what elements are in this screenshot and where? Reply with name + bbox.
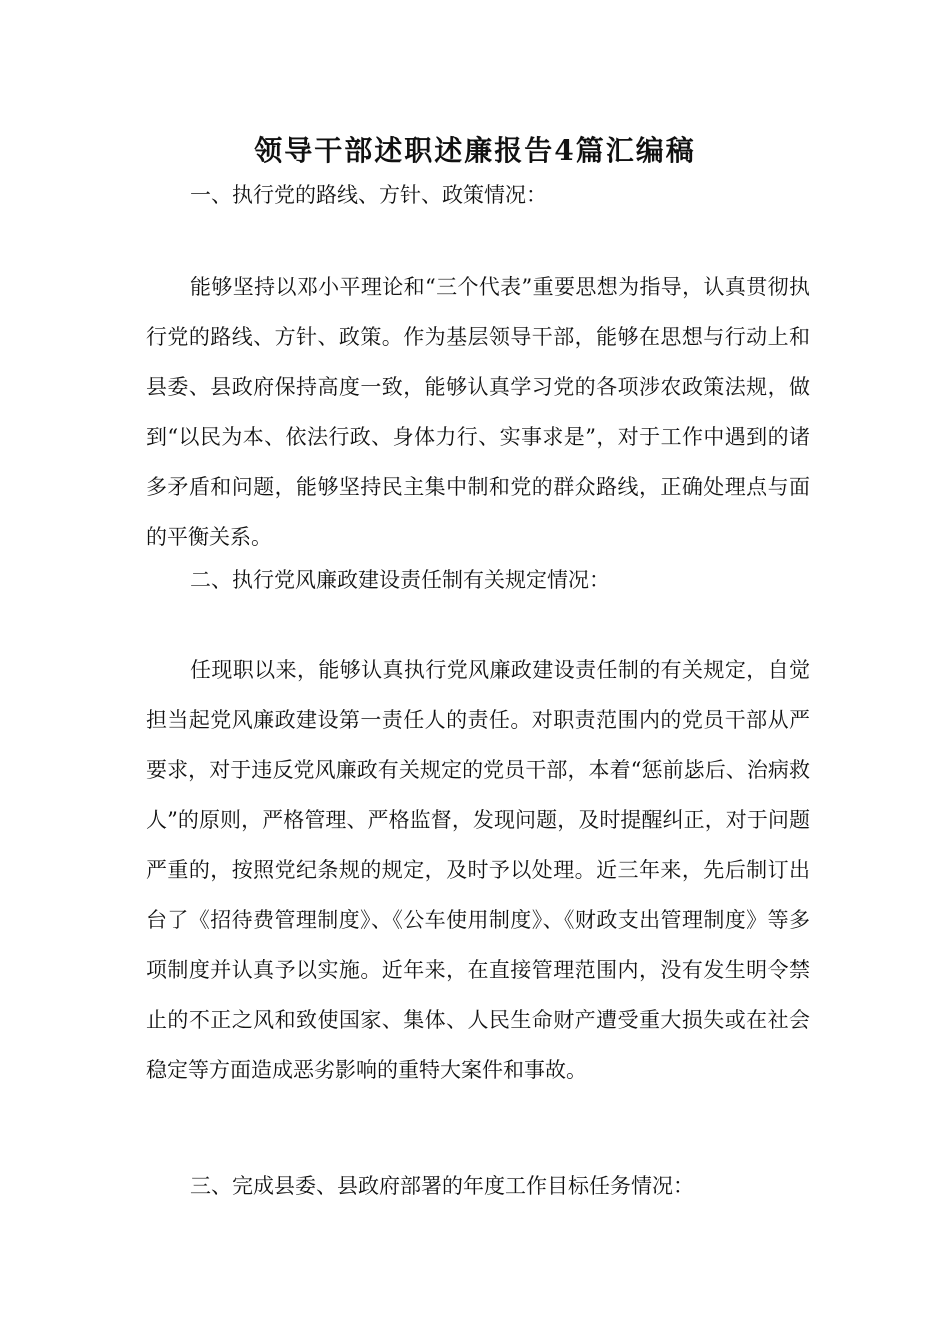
section-heading-3: 三、完成县委、县政府部署的年度工作目标任务情况： bbox=[190, 1174, 694, 1198]
document-title: 领导干部述职述廉报告4篇汇编稿 bbox=[254, 134, 696, 167]
section-paragraph-2: 任现职以来，能够认真执行党风廉政建设责任制的有关规定，自觉担当起党风廉政建设第一责任人的责任。对职责范围内的党员干部从严要求，对于违反党风廉政有关规定的党员干部，本着“惩前毖后、治病救人”的原则，严格管理、严格监督，发现问题，及时提醒纠正，对于问题严重的，按照党纪条规的规定，及时予以处理。近三年来，先后制订出台了《招待费管理制度》、《公车使用制度》、《财政支出管理制度》等多项制度并认真予以实施。近年来，在直接管理范围内，没有发生明令禁止的不正之风和致使国家、集体、人民生命财产遭受重大损失或在社会稳定等方面造成恶劣影响的重特大案件和事故。 bbox=[146, 658, 810, 1082]
section-paragraph-1: 能够坚持以邓小平理论和“三个代表”重要思想为指导，认真贯彻执行党的路线、方针、政策。作为基层领导干部，能够在思想与行动上和县委、县政府保持高度一致，能够认真学习党的各项涉农政策法规，做到“以民为本、依法行政、身体力行、实事求是”，对于工作中遇到的诸多矛盾和问题，能够坚持民主集中制和党的群众路线，正确处理点与面的平衡关系。 bbox=[146, 275, 810, 549]
section-heading-2: 二、执行党风廉政建设责任制有关规定情况： bbox=[190, 568, 610, 592]
section-heading-1: 一、执行党的路线、方针、政策情况： bbox=[190, 183, 547, 207]
